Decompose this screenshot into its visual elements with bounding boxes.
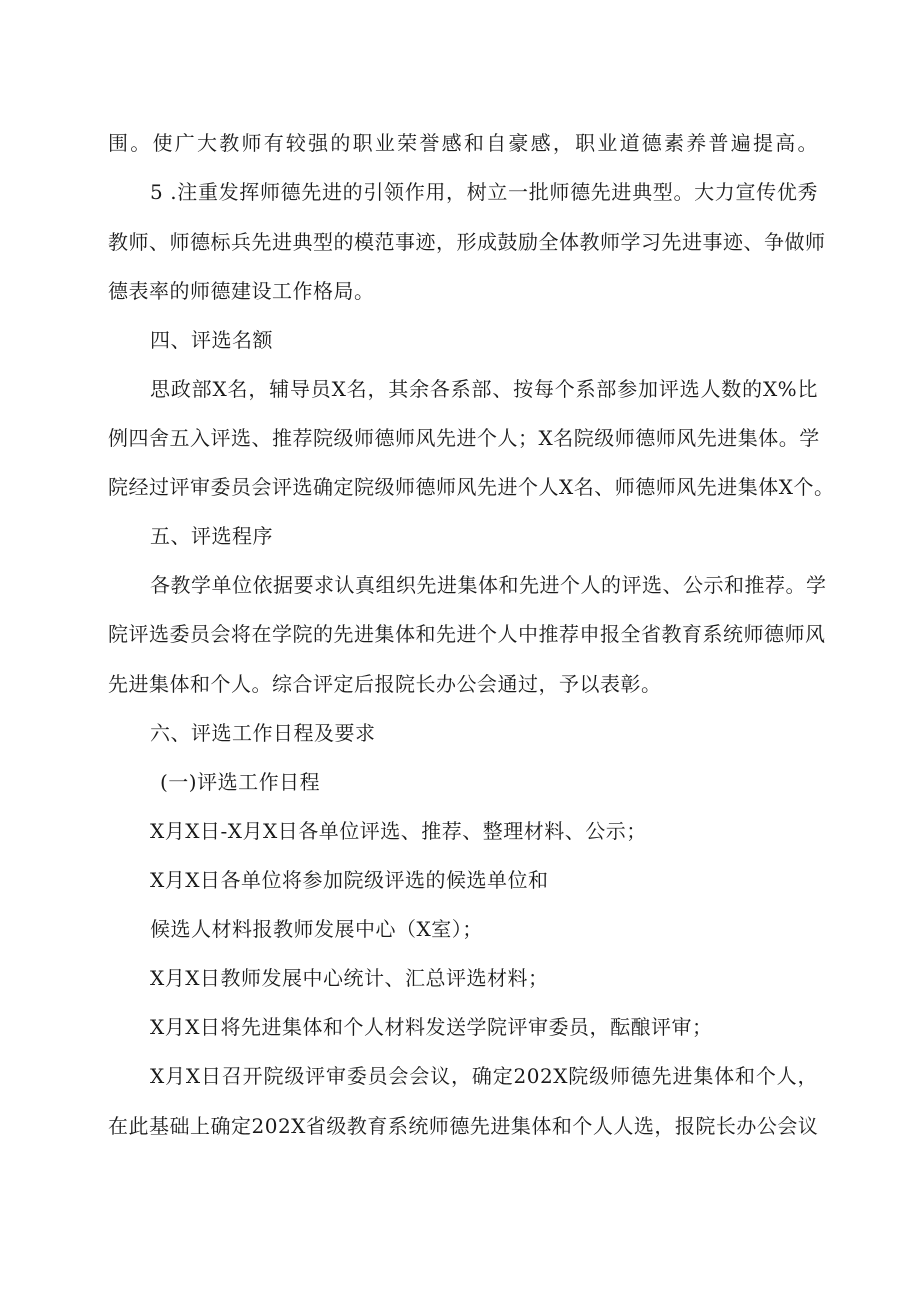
paragraph-line-6: 思政部X名，辅导员X名，其余各系部、按每个系部参加评选人数的X%比 [150, 377, 818, 401]
paragraph-line-10: 各教学单位依据要求认真组织先进集体和先进个人的评选、公示和推荐。学 [150, 573, 827, 597]
schedule-item-4: X月X日将先进集体和个人材料发送学院评审委员，酝酿评审； [150, 1015, 713, 1039]
paragraph-line-3: 教师、师德标兵先进典型的模范事迹，形成鼓励全体教师学习先进事迹、争做师 [108, 230, 826, 254]
paragraph-line-4: 德表率的师德建设工作格局。 [108, 279, 375, 303]
schedule-item-2: X月X日各单位将参加院级评选的候选单位和 [150, 868, 549, 892]
section-heading-procedure: 五、评选程序 [150, 524, 273, 548]
schedule-item-5-continued: 在此基础上确定202X省级教育系统师德先进集体和个人人选，报院长办公会议 [108, 1114, 819, 1138]
paragraph-line-12: 先进集体和个人。综合评定后报院长办公会通过，予以表彰。 [108, 672, 662, 696]
paragraph-line-7: 例四舍五入评选、推荐院级师德师风先进个人；X名院级师德师风先进集体。学 [108, 426, 820, 450]
paragraph-line-8: 院经过评审委员会评选确定院级师德师风先进个人X名、师德师风先进集体X个。 [108, 475, 835, 499]
section-heading-schedule: 六、评选工作日程及要求 [150, 721, 376, 745]
schedule-item-5: X月X日召开院级评审委员会会议，确定202X院级师德先进集体和个人， [150, 1064, 818, 1088]
paragraph-line-2: 5 .注重发挥师德先进的引领作用，树立一批师德先进典型。大力宣传优秀 [150, 180, 818, 204]
paragraph-line-11: 院评选委员会将在学院的先进集体和先进个人中推荐申报全省教育系统师德师风 [108, 622, 826, 646]
paragraph-line-1: 围。使广大教师有较强的职业荣誉感和自豪感，职业道德素养普遍提高。 [108, 131, 818, 155]
subsection-heading-schedule: (一)评选工作日程 [160, 770, 321, 794]
schedule-item-2-continued: 候选人材料报教师发展中心（X室）； [150, 917, 483, 941]
schedule-item-1: X月X日-X月X日各单位评选、推荐、整理材料、公示； [150, 819, 647, 843]
section-heading-quota: 四、评选名额 [150, 328, 273, 352]
schedule-item-3: X月X日教师发展中心统计、汇总评选材料； [150, 966, 549, 990]
